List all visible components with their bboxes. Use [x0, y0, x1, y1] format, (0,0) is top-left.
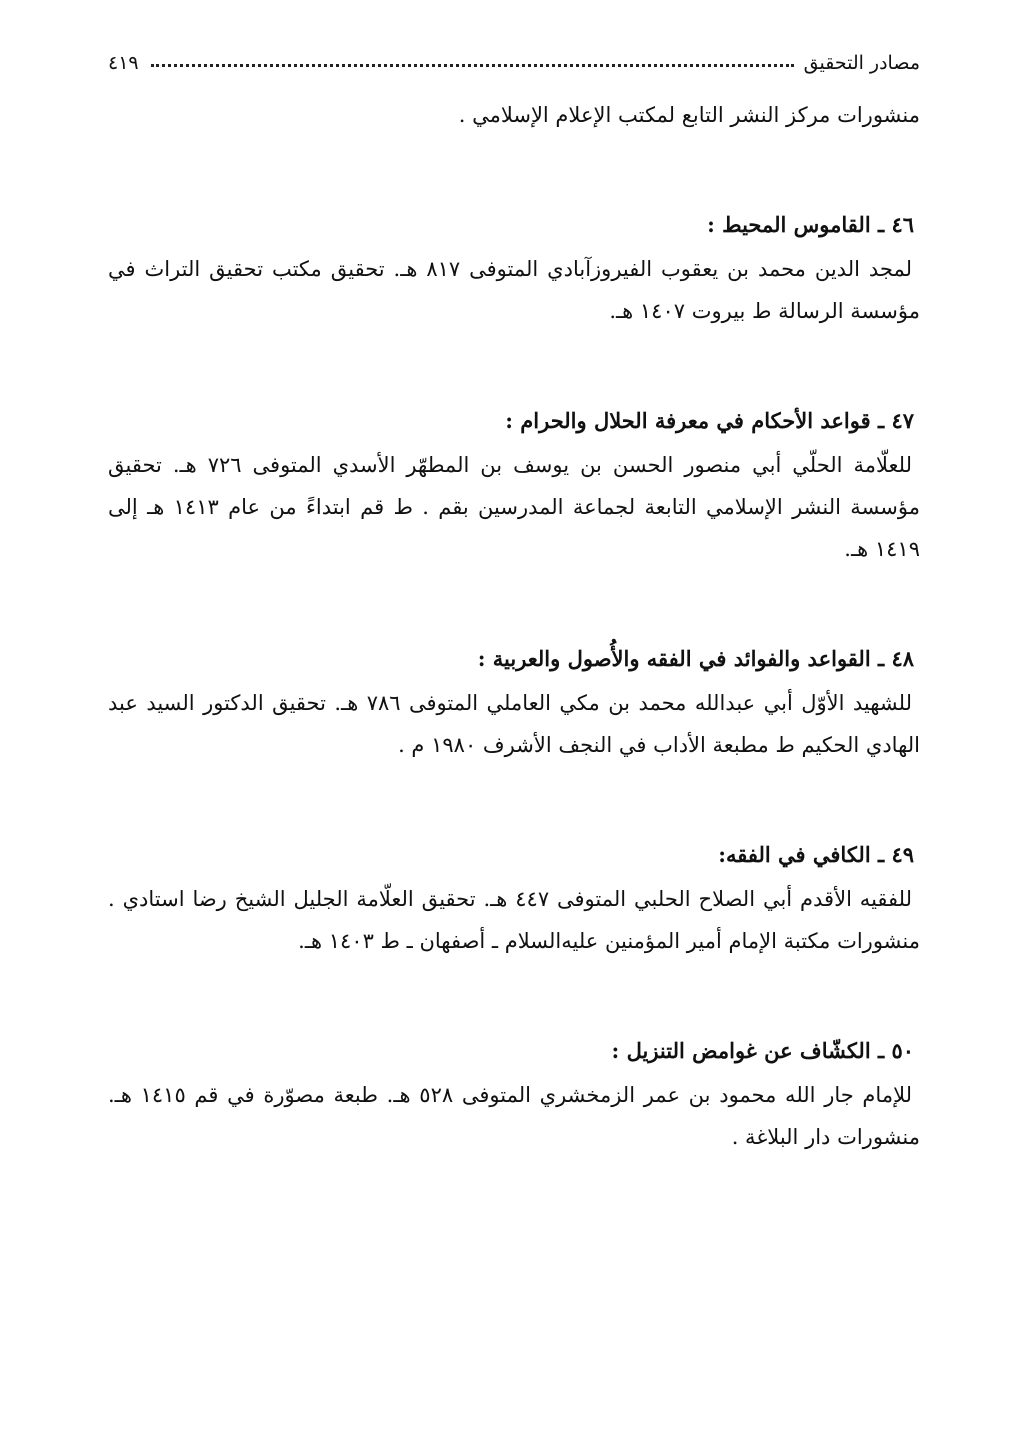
continuation-paragraph: منشورات مركز النشر التابع لمكتب الإعلام الإسلامي .: [458, 103, 920, 127]
entry-body: [108, 682, 920, 766]
entry-text: للعلّامة الحلّي أبي منصور الحسن بن يوسف بن المطهّر الأسدي المتوفى ٧٢٦ هـ. تحقيق مؤسسة النشر الإسلامي التابعة لجماعة المدرسين بقم . ط قم ابتداءً من عام ١٤١٣ هـ إلى ١٤١٩ هـ.: [108, 453, 920, 561]
bibliography-entry-49: [108, 832, 920, 962]
bibliography-entry-47: [108, 398, 920, 570]
entry-body: [108, 444, 920, 570]
entry-heading: ٤٧ ـ قواعد الأحكام في معرفة الحلال والحرام :: [505, 408, 914, 433]
bibliography-entry-50: [108, 1028, 920, 1158]
entry-heading: ٥٠ ـ الكشّاف عن غوامض التنزيل :: [611, 1038, 914, 1063]
entry-text: للإمام جار الله محمود بن عمر الزمخشري المتوفى ٥٢٨ هـ. طبعة مصوّرة في قم ١٤١٥ هـ. منشورات دار البلاغة .: [108, 1083, 920, 1149]
book-page: [108, 40, 920, 1420]
entry-text: للشهيد الأوّل أبي عبدالله محمد بن مكي العاملي المتوفى ٧٨٦ هـ. تحقيق الدكتور السيد عبد الهادي الحكيم ط مطبعة الأداب في النجف الأشرف ١٩٨٠ م .: [108, 691, 920, 757]
entry-text: لمجد الدين محمد بن يعقوب الفيروزآبادي المتوفى ٨١٧ هـ. تحقيق مكتب تحقيق التراث في مؤسسة الرسالة ط بيروت ١٤٠٧ هـ.: [108, 257, 920, 323]
bibliography-entry-46: [108, 202, 920, 332]
entry-heading: ٤٩ ـ الكافي في الفقه:: [718, 842, 914, 867]
page-number: ٤١٩: [108, 52, 139, 74]
entry-body: [108, 878, 920, 962]
running-header: [108, 40, 920, 74]
entry-heading: ٤٨ ـ القواعد والفوائد في الفقه والأُصول والعربية :: [477, 646, 914, 671]
leader-dots: [151, 64, 794, 67]
bibliography-entry-48: [108, 636, 920, 766]
entry-heading: ٤٦ ـ القاموس المحيط :: [707, 212, 914, 237]
running-title: مصادر التحقيق: [803, 52, 920, 74]
entry-text: للفقيه الأقدم أبي الصلاح الحلبي المتوفى ٤٤٧ هـ. تحقيق العلّامة الجليل الشيخ رضا استادي . منشورات مكتبة الإمام أمير المؤمنين عليه‌السلام ـ أصفهان ـ ط ١٤٠٣ هـ.: [108, 887, 920, 953]
entry-body: [108, 1074, 920, 1158]
entry-body: [108, 248, 920, 332]
